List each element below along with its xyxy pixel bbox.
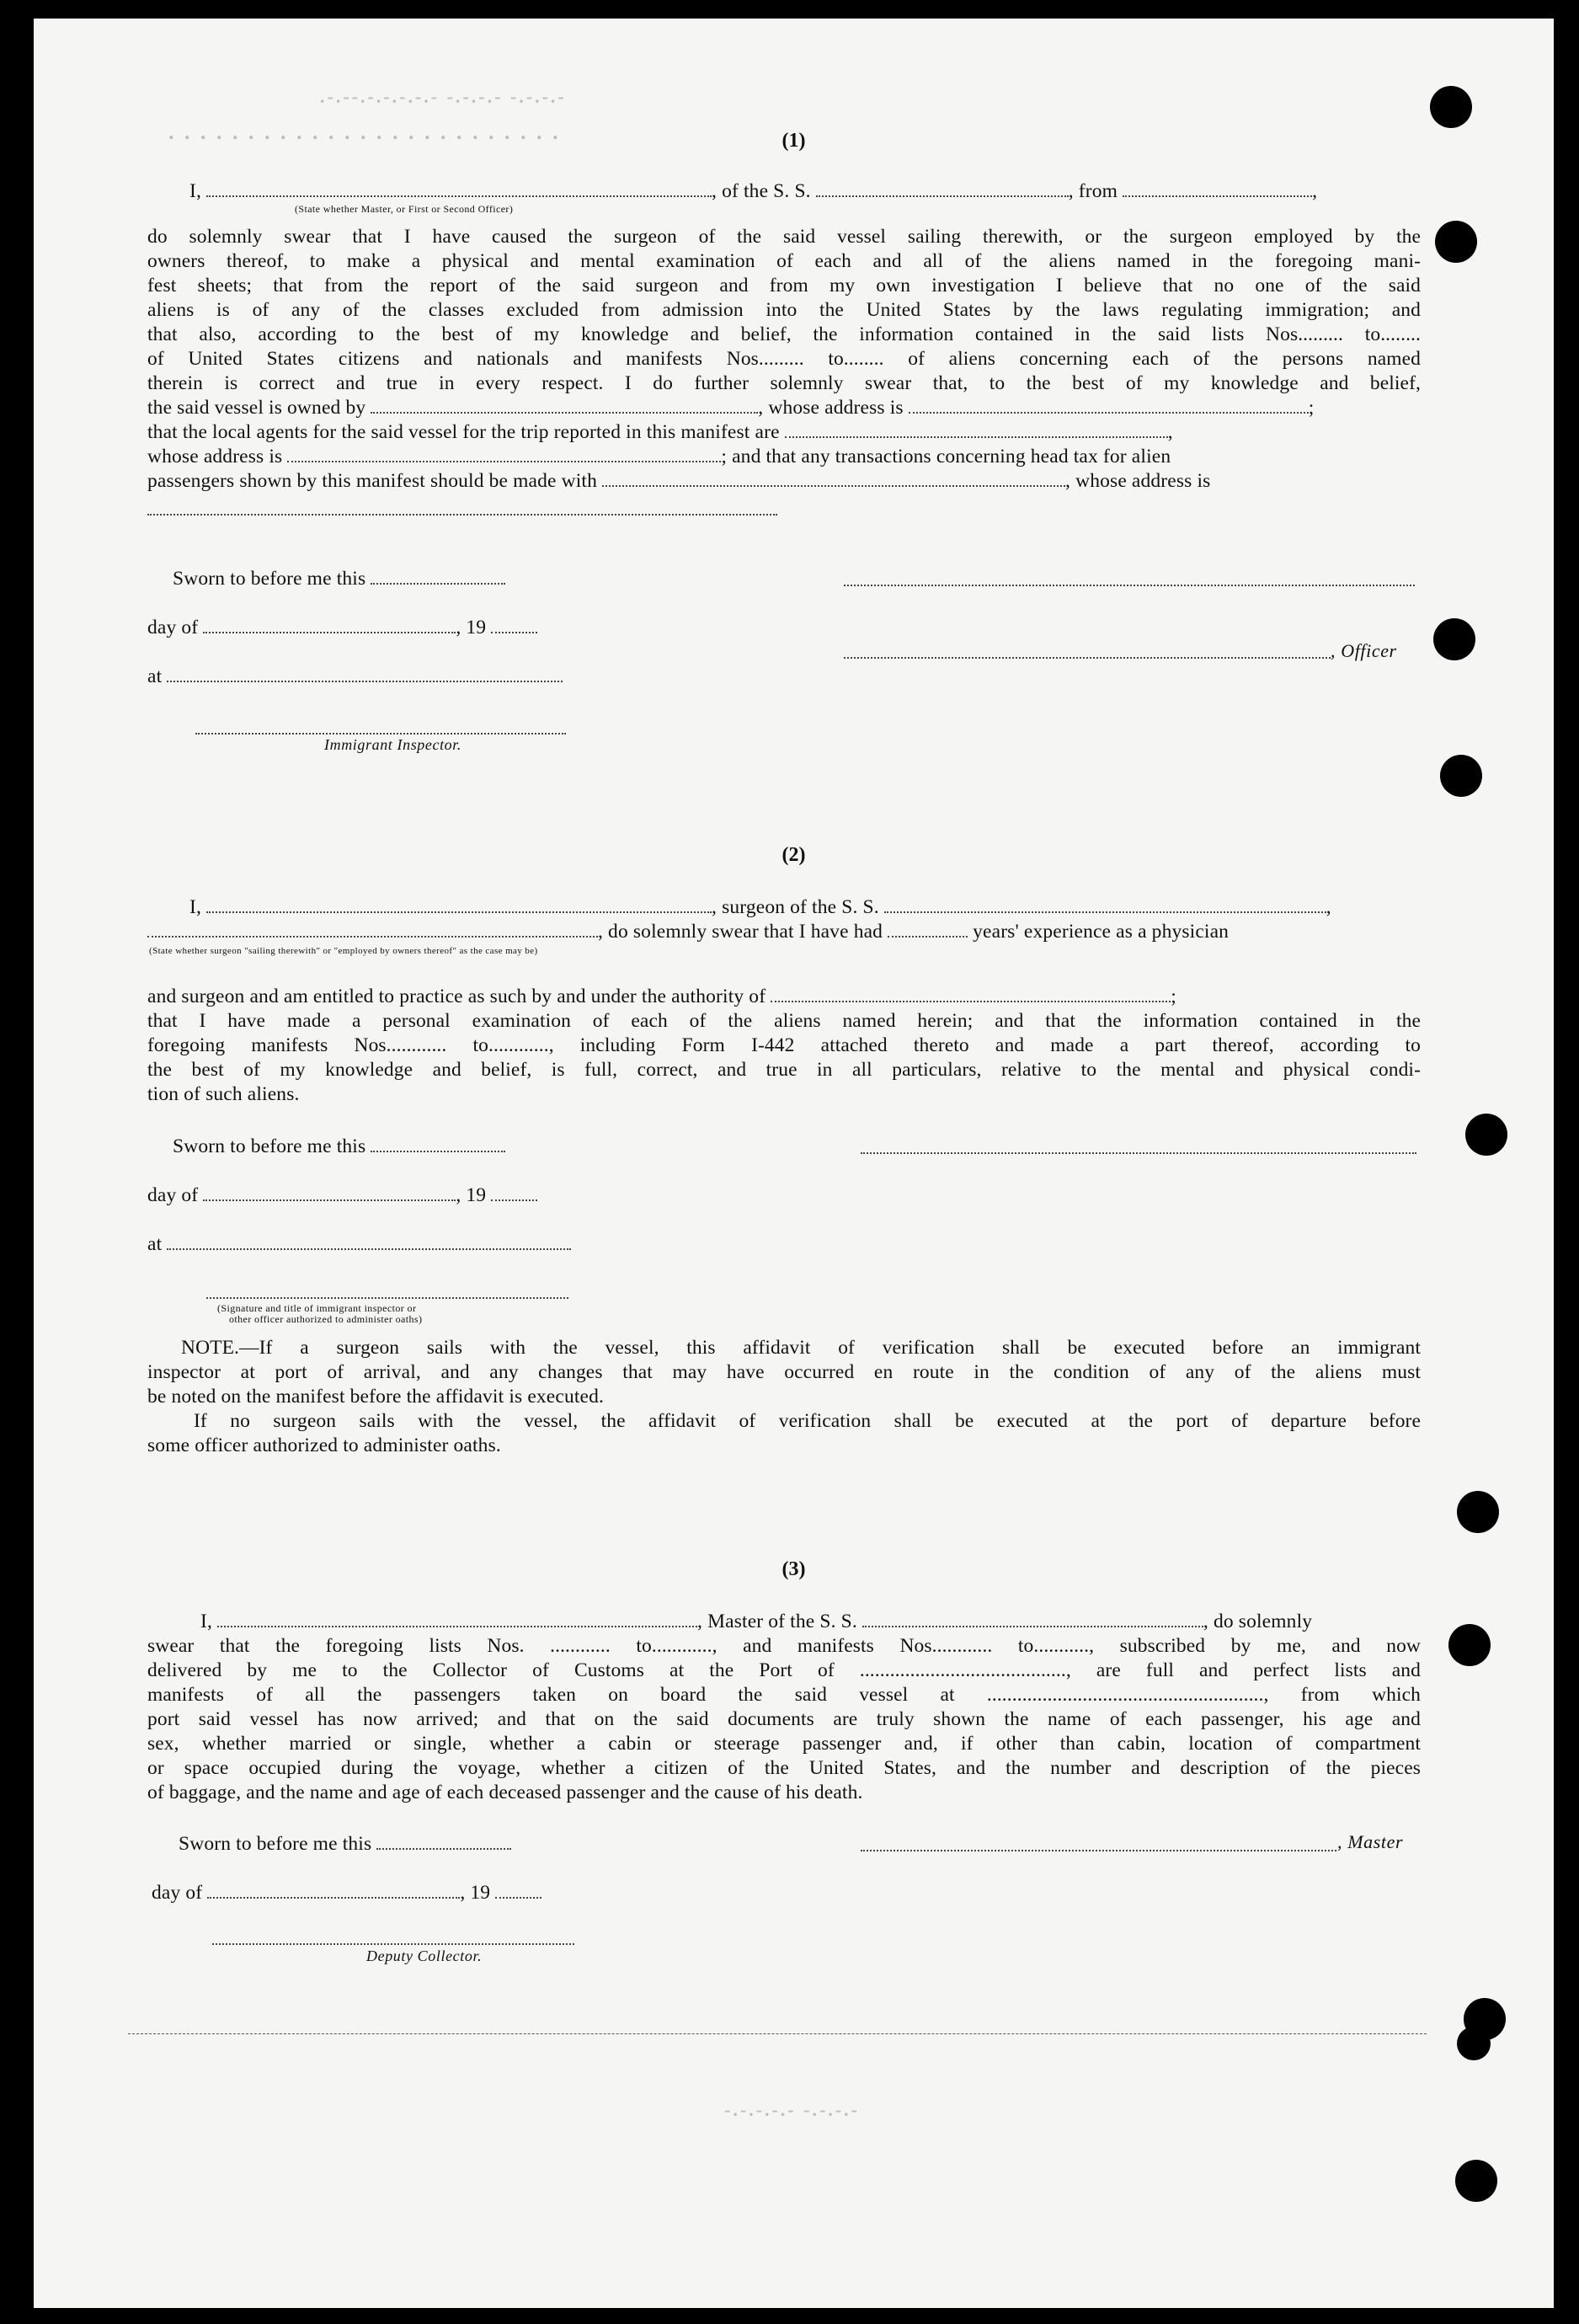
s2-day-month-field[interactable] xyxy=(203,1184,456,1201)
s1-owned-line: the said vessel is owned by , whose address is ; xyxy=(147,397,1315,419)
bleed-through-text: .-.--.-.-.-.-.- -.-.-.- -.-.-.- xyxy=(320,86,567,107)
s1-caption: (State whether Master, or First or Second Officer) xyxy=(295,203,514,215)
s3-para-line: delivered by me to the Collector of Customs at the Port of ........................................., are full and perfect lists and xyxy=(147,1659,1421,1681)
surgeon-name-field[interactable] xyxy=(206,896,712,913)
s2-sworn-line: Sworn to before me this xyxy=(173,1134,505,1159)
s1-sworn-line: Sworn to before me this xyxy=(173,566,505,591)
agents-field[interactable] xyxy=(785,421,1168,438)
s2-note-line: some officer authorized to administer oaths. xyxy=(147,1434,501,1456)
s3-day-line: day of , 19 xyxy=(152,1880,541,1905)
inspector-label: Immigrant Inspector. xyxy=(324,736,461,753)
s3-day-month-field[interactable] xyxy=(207,1882,460,1899)
s2-sig-caption: other officer authorized to administer oaths) xyxy=(229,1313,423,1325)
section2-heading: (2) xyxy=(781,844,806,866)
s1-para-line: aliens is of any of the classes excluded from admission into the United States by the laws regulating immigration; and xyxy=(147,299,1421,321)
s3-line1: I, , Master of the S. S. , do solemnly xyxy=(200,1611,1313,1632)
s2-at-line: at xyxy=(147,1231,571,1257)
section1-heading: (1) xyxy=(781,130,806,152)
s1-at-line: at xyxy=(147,664,563,689)
s3-para-line: or space occupied during the voyage, whether a citizen of the United States, and the number and description of the pieces xyxy=(147,1757,1421,1779)
s3-sworn-line: Sworn to before me this xyxy=(179,1831,511,1857)
punch-hole xyxy=(1433,618,1475,660)
master-label: , Master xyxy=(1337,1831,1404,1852)
sworn-date-field[interactable] xyxy=(371,568,505,585)
s2-last-line: tion of such aliens. xyxy=(147,1083,300,1105)
authority-field[interactable] xyxy=(771,986,1171,1002)
s2-day-line: day of , 19 xyxy=(147,1183,537,1208)
owner-field[interactable] xyxy=(371,397,758,414)
s1-whose-line: whose address is ; and that any transactions concerning head tax for alien xyxy=(147,446,1171,467)
year-field[interactable] xyxy=(491,617,537,633)
s2-sworn-date-field[interactable] xyxy=(371,1135,505,1152)
s2-at-place-field[interactable] xyxy=(167,1233,571,1250)
s3-year-field[interactable] xyxy=(495,1882,541,1899)
s3-para-line: port said vessel has now arrived; and that on the said documents are truly shown the name of each passenger, his age and xyxy=(147,1708,1421,1730)
s3-para-line: sex, whether married or single, whether a cabin or steerage passenger and, if other than cabin, location of compartment xyxy=(147,1733,1421,1755)
years-experience-field[interactable] xyxy=(888,921,968,938)
s2-inspector-signature-line[interactable] xyxy=(206,1297,568,1299)
s2-year-field[interactable] xyxy=(491,1184,537,1201)
s2-caption: (State whether surgeon "sailing therewith" or "employed by owners thereof" as the case may be) xyxy=(149,946,538,956)
s1-para-line: fest sheets; that from the report of the said surgeon and from my own investigation I believe that no one of the said xyxy=(147,275,1421,297)
s2-para-line: foregoing manifests Nos............ to............, including Form I-442 attached thereto and made a part thereof, according to xyxy=(147,1034,1421,1056)
punch-hole xyxy=(1465,1114,1507,1156)
officer-title-line[interactable] xyxy=(844,657,1331,659)
master-name-field[interactable] xyxy=(206,180,712,197)
collector-label: Deputy Collector. xyxy=(366,1947,483,1964)
s2-line1: I, , surgeon of the S. S. , xyxy=(189,896,1331,918)
vessel-name-field[interactable] xyxy=(816,180,1069,197)
agents-address-field[interactable] xyxy=(287,446,721,462)
s1-para-line: that also, according to the best of my knowledge and belief, the information contained in the said lists Nos......... to........ xyxy=(147,323,1421,345)
s2-sig-caption: (Signature and title of immigrant inspector or xyxy=(217,1302,417,1314)
s3-para-line: manifests of all the passengers taken on board the said vessel at ......................................................., from which xyxy=(147,1684,1421,1706)
s1-para-line: owners thereof, to make a physical and mental examination of each and all of the aliens named in the foregoing mani- xyxy=(147,250,1421,272)
s1-agents-line: that the local agents for the said vessel for the trip reported in this manifest are , xyxy=(147,421,1173,443)
punch-hole xyxy=(1440,755,1482,797)
s3-para-line: swear that the foregoing lists Nos. ............ to............, and manifests Nos............ to..........., subscribed by me, and now xyxy=(147,1635,1421,1657)
day-month-field[interactable] xyxy=(203,617,456,633)
s2-line2: , do solemnly swear that I have had years' experience as a physician xyxy=(147,919,1229,944)
head-tax-agent-field[interactable] xyxy=(602,470,1065,487)
s2-para-line: the best of my knowledge and belief, is full, correct, and true in all particulars, relative to the mental and physical condi- xyxy=(147,1059,1421,1081)
inspector-signature-line[interactable] xyxy=(195,733,566,735)
section3-heading: (3) xyxy=(781,1558,806,1580)
s2-note-line: inspector at port of arrival, and any changes that may have occurred en route in the condition of any of the aliens must xyxy=(147,1361,1421,1383)
s2-line3: and surgeon and am entitled to practice as such by and under the authority of ; xyxy=(147,986,1176,1007)
punch-hole xyxy=(1455,2160,1497,2202)
surgeon-signature-line[interactable] xyxy=(861,1152,1416,1154)
bleed-through-text: -.-.-.-.- -.-.-.- xyxy=(724,2099,860,2120)
punch-hole xyxy=(1430,86,1472,128)
collector-signature-line[interactable] xyxy=(212,1943,574,1945)
s1-para-line: do solemnly swear that I have caused the surgeon of the said vessel sailing therewith, or the surgeon employed by the xyxy=(147,226,1421,248)
from-port-field[interactable] xyxy=(1123,180,1312,197)
page-divider xyxy=(128,2033,1427,2034)
s1-line1: I, , of the S. S. , from , xyxy=(189,180,1318,202)
s2-note-line: If no surgeon sails with the vessel, the affidavit of verification shall be executed at the port of departure before xyxy=(194,1410,1421,1432)
surgeon-status-field[interactable] xyxy=(147,921,598,938)
punch-hole xyxy=(1457,2027,1491,2060)
s2-note-line: be noted on the manifest before the affidavit is executed. xyxy=(147,1386,605,1408)
officer-label: , Officer xyxy=(1331,640,1397,661)
at-place-field[interactable] xyxy=(167,665,563,682)
punch-hole xyxy=(1435,221,1477,263)
owner-address-field[interactable] xyxy=(909,397,1309,414)
head-tax-address-field[interactable] xyxy=(147,514,777,516)
master-signature-line[interactable] xyxy=(861,1850,1336,1851)
s1-para-line: of United States citizens and nationals and manifests Nos......... to........ of aliens concerning each of the persons named xyxy=(147,348,1421,370)
s3-vessel-field[interactable] xyxy=(862,1611,1203,1627)
form-page xyxy=(34,19,1554,2308)
s2-para-line: that I have made a personal examination of each of the aliens named herein; and that the information contained in the xyxy=(147,1010,1421,1032)
bleed-through-text: . . . . . . . . . . . . . . . . . . . . . . . . . xyxy=(168,120,561,144)
officer-signature-line[interactable] xyxy=(844,585,1415,586)
punch-hole xyxy=(1448,1624,1491,1666)
s2-note-line: NOTE.—If a surgeon sails with the vessel, this affidavit of verification shall be executed before an immigrant xyxy=(181,1337,1421,1359)
s1-day-line: day of , 19 xyxy=(147,615,537,640)
s1-para-line: therein is correct and true in every respect. I do further solemnly swear that, to the best of my knowledge and belief, xyxy=(147,372,1421,394)
punch-hole xyxy=(1457,1491,1499,1533)
s3-master-name-field[interactable] xyxy=(217,1611,697,1627)
s3-last-line: of baggage, and the name and age of each deceased passenger and the cause of his death. xyxy=(147,1782,863,1803)
s3-sworn-date-field[interactable] xyxy=(376,1833,511,1850)
s2-vessel-field[interactable] xyxy=(884,896,1326,913)
s1-passengers-line: passengers shown by this manifest should be made with , whose address is xyxy=(147,470,1211,492)
